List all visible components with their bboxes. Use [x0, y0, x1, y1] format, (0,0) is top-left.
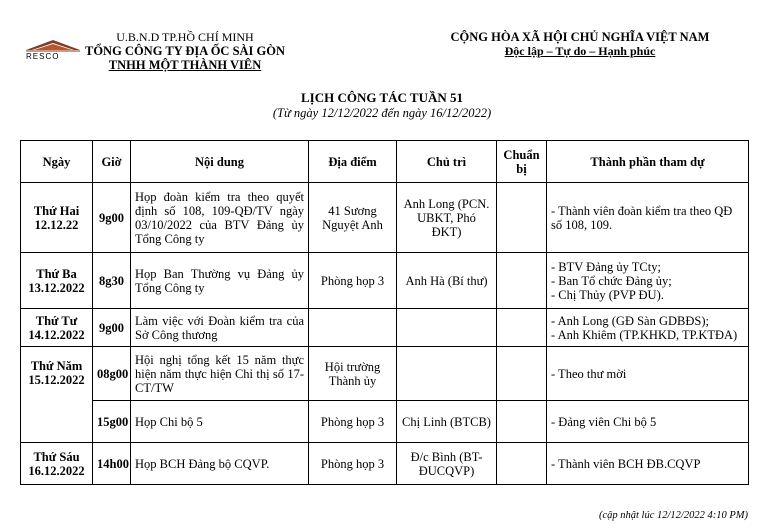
- place-cell: Phòng họp 3: [309, 253, 397, 309]
- attendee-item: - Thành viên đoàn kiểm tra theo QĐ số 108, 109.: [551, 203, 733, 232]
- table-row: [21, 347, 749, 401]
- attendee-item: - Anh Khiêm (TP.KHKD, TP.KTĐA): [551, 327, 738, 342]
- time-cell: 8g30: [93, 253, 131, 309]
- day-cell: [21, 347, 93, 443]
- table-row: [21, 443, 749, 485]
- table-row: [21, 183, 749, 253]
- attendee-item: - Theo thư mời: [551, 366, 627, 381]
- place-cell: Phòng họp 3: [309, 401, 397, 443]
- prepare-cell: [497, 443, 547, 485]
- day-date: 16.12.2022: [28, 463, 85, 478]
- day-cell: [21, 253, 93, 309]
- day-date: 15.12.2022: [28, 373, 85, 387]
- table-row: [21, 401, 749, 443]
- content-cell: Hội nghị tổng kết 15 năm thực hiện năm thực hiện Chỉ thị số 17-CT/TW: [131, 347, 309, 401]
- attendees-cell: [547, 443, 749, 485]
- chair-cell: [397, 347, 497, 401]
- day-name: Thứ Hai: [33, 203, 80, 218]
- chair-cell: Anh Hà (Bí thư): [397, 253, 497, 309]
- content-cell: Làm việc với Đoàn kiểm tra của Sở Công thương: [131, 309, 309, 347]
- prepare-cell: [497, 253, 547, 309]
- day-date: 13.12.2022: [28, 280, 85, 295]
- issuer-header: [70, 30, 300, 72]
- attendees-cell: [547, 183, 749, 253]
- day-date: 12.12.22: [34, 217, 79, 232]
- attendee-item: - Ban Tổ chức Đảng ủy;: [551, 273, 672, 288]
- chair-cell: [397, 309, 497, 347]
- header-content: Nội dung: [131, 141, 309, 183]
- place-cell: [309, 309, 397, 347]
- time-cell: 14h00: [93, 443, 131, 485]
- day-cell: [21, 309, 93, 347]
- content-cell: Họp BCH Đảng bộ CQVP.: [131, 443, 309, 485]
- time-cell: 15g00: [93, 401, 131, 443]
- attendees-cell: [547, 309, 749, 347]
- day-cell: [21, 443, 93, 485]
- header-place: Địa điểm: [309, 141, 397, 183]
- attendee-item: - Chị Thủy (PVP ĐU).: [551, 287, 664, 302]
- content-cell: Họp Chi bộ 5: [131, 401, 309, 443]
- prepare-cell: [497, 309, 547, 347]
- place-cell: 41 Sương Nguyệt Anh: [309, 183, 397, 253]
- logo-text: RESCO: [26, 52, 60, 61]
- time-cell: 9g00: [93, 309, 131, 347]
- issuer-line-1: U.B.N.D TP.HỒ CHÍ MINH: [116, 30, 254, 44]
- chair-cell: Đ/c Bình (BT- ĐUCQVP): [397, 443, 497, 485]
- attendee-item: - Anh Long (GĐ Sàn GDBĐS);: [551, 313, 709, 328]
- content-cell: Họp đoàn kiểm tra theo quyết định số 108, 109-QĐ/TV ngày 03/10/2022 của BTV Đảng ủy Tổng Công ty: [131, 183, 309, 253]
- attendee-item: - Đảng viên Chi bộ 5: [551, 414, 657, 429]
- national-title: CỘNG HÒA XÃ HỘI CHỦ NGHĨA VIỆT NAM: [450, 30, 710, 44]
- page-title: LỊCH CÔNG TÁC TUẦN 51: [300, 90, 464, 105]
- national-header: [430, 30, 730, 58]
- day-name: Thứ Sáu: [33, 449, 80, 464]
- place-cell: Phòng họp 3: [309, 443, 397, 485]
- issuer-line-2: TỔNG CÔNG TY ĐỊA ỐC SÀI GÒN: [84, 44, 286, 58]
- header-day: Ngày: [21, 141, 93, 183]
- attendees-cell: [547, 347, 749, 401]
- day-name: Thứ Tư: [35, 313, 78, 328]
- table-row: [21, 253, 749, 309]
- day-name: Thứ Ba: [36, 266, 77, 281]
- table-header-row: [21, 141, 749, 183]
- time-cell: 08g00: [93, 347, 131, 401]
- attendees-cell: [547, 401, 749, 443]
- place-cell: Hội trường Thành ủy: [309, 347, 397, 401]
- time-cell: 9g00: [93, 183, 131, 253]
- prepare-cell: [497, 401, 547, 443]
- header-prepare: Chuẩn bị: [497, 141, 547, 183]
- day-cell: [21, 183, 93, 253]
- prepare-cell: [497, 183, 547, 253]
- header-attendees: Thành phần tham dự: [547, 141, 749, 183]
- update-timestamp: (cập nhật lúc 12/12/2022 4:10 PM): [598, 510, 748, 521]
- day-name: Thứ Năm: [30, 359, 83, 373]
- schedule-table: [20, 140, 749, 485]
- header-time: Giờ: [93, 141, 131, 183]
- chair-cell: Chị Linh (BTCB): [397, 401, 497, 443]
- table-row: [21, 309, 749, 347]
- prepare-cell: [497, 347, 547, 401]
- attendee-item: - Thành viên BCH ĐB.CQVP: [551, 456, 701, 471]
- attendee-item: - BTV Đảng ủy TCty;: [551, 259, 661, 274]
- issuer-line-3: TNHH MỘT THÀNH VIÊN: [108, 58, 262, 72]
- content-cell: Họp Ban Thường vụ Đảng ủy Tổng Công ty: [131, 253, 309, 309]
- day-date: 14.12.2022: [28, 327, 85, 342]
- chair-cell: Anh Long (PCN. UBKT, Phó ĐKT): [397, 183, 497, 253]
- national-motto: Độc lập – Tự do – Hạnh phúc: [504, 44, 656, 58]
- attendees-cell: [547, 253, 749, 309]
- page-subtitle: (Từ ngày 12/12/2022 đến ngày 16/12/2022): [272, 106, 492, 120]
- header-chair: Chủ trì: [397, 141, 497, 183]
